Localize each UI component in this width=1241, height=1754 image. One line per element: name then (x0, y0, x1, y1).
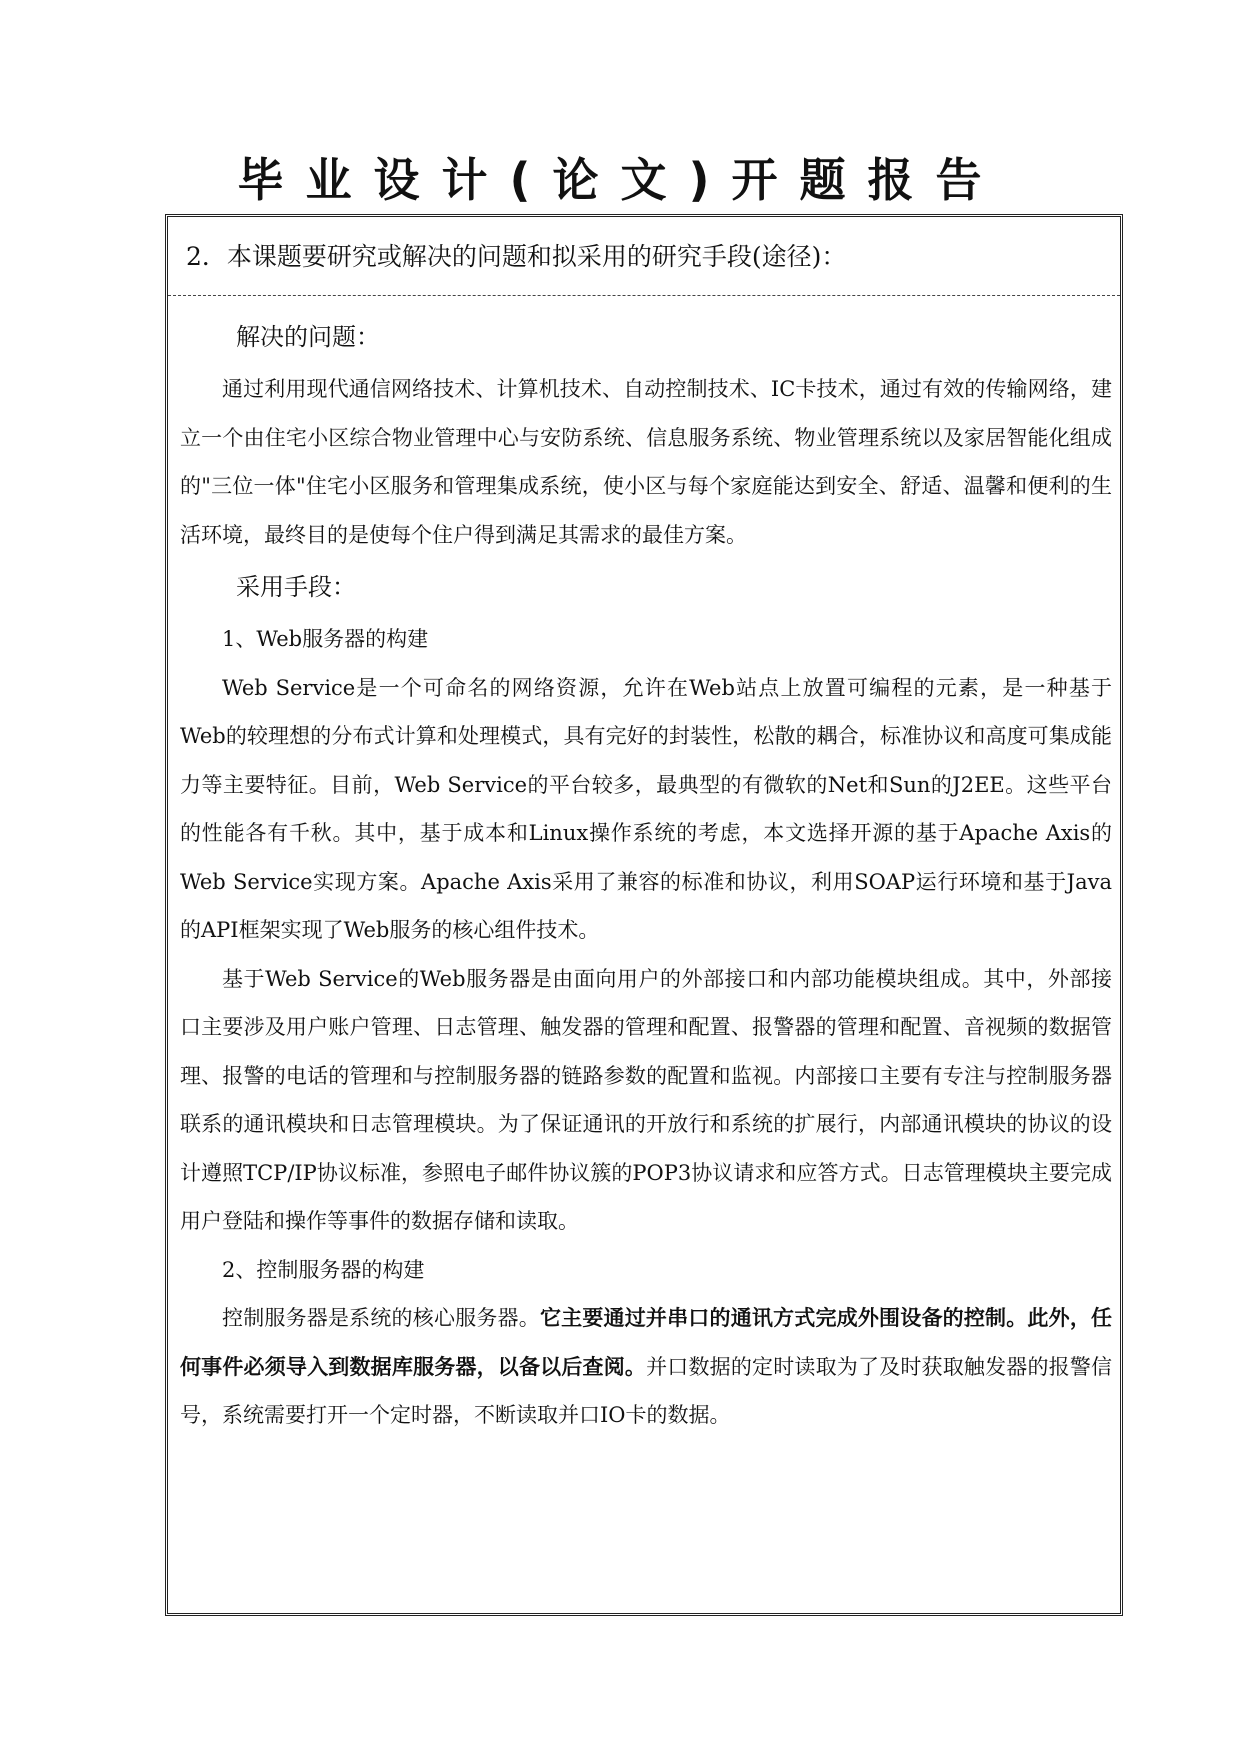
method-item-2-text-end: 并口数据的定时读取为了及时获取触发器的报警信号，系统需要打开一个定时器，不断读取并口IO卡的数据。 (180, 1354, 1112, 1427)
method-item-2-text-start: 控制服务器是系统的核心服务器。 (222, 1306, 540, 1330)
methods-heading: 采用手段： (236, 573, 356, 601)
method-item-1-paragraph-2: 基于Web Service的Web服务器是由面向用户的外部接口和内部功能模块组成。其中，外部接口主要涉及用户账户管理、日志管理、触发器的管理和配置、报警器的管理和配置、音视频的数据管理、报警的电话的管理和与控制服务器的链路参数的配置和监视。内部接口主要有专注与控制服务器联系的通讯模块和日志管理模块。为了保证通讯的开放行和系统的扩展行，内部通讯模块的协议的设计遵照TCP/IP协议标准，参照电子邮件协议簇的POP3协议请求和应答方式。日志管理模块主要完成用户登陆和操作等事件的数据存储和读取。 (180, 966, 1112, 1233)
method-item-2-title: 2、控制服务器的构建 (222, 1257, 425, 1282)
problems-heading: 解决的问题： (236, 323, 380, 351)
report-content (180, 309, 1112, 1440)
method-item-1-paragraph-1: Web Service是一个可命名的网络资源，允许在Web站点上放置可编程的元素，是一种基于Web的较理想的分布式计算和处理模式，具有完好的封装性，松散的耦合，标准协议和高度可集成能力等主要特征。目前，Web Service的平台较多，最典型的有微软的Net和Sun的J2EE。这些平台的性能各有千秋。其中，基于成本和Linux操作系统的考虑，本文选择开源的基于Apache Axis的Web Service实现方案。Apache Axis采用了兼容的标准和协议，利用SOAP运行环境和基于Java的API框架实现了Web服务的核心组件技术。 (180, 675, 1112, 942)
report-form-box (165, 214, 1123, 1616)
method-item-2-paragraph (180, 1294, 1112, 1440)
problems-paragraph: 通过利用现代通信网络技术、计算机技术、自动控制技术、IC卡技术，通过有效的传输网络，建立一个由住宅小区综合物业管理中心与安防系统、信息服务系统、物业管理系统以及家居智能化组成的"三位一体"住宅小区服务和管理集成系统，使小区与每个家庭能达到安全、舒适、温馨和便利的生活环境，最终目的是使每个住户得到满足其需求的最佳方案。 (180, 377, 1112, 547)
section-heading: 2．本课题要研究或解决的问题和拟采用的研究手段(途径)： (186, 242, 847, 271)
method-item-1-title: 1、Web服务器的构建 (222, 627, 429, 651)
dashed-divider (168, 295, 1120, 296)
page-title: 毕业设计(论文)开题报告 (237, 153, 1004, 207)
method-item-2-text-bold: 它主要通过并串口的通讯方式完成外围设备的控制。此外，任何事件必须导入到数据库服务器，以备以后查阅。 (180, 1306, 1113, 1379)
